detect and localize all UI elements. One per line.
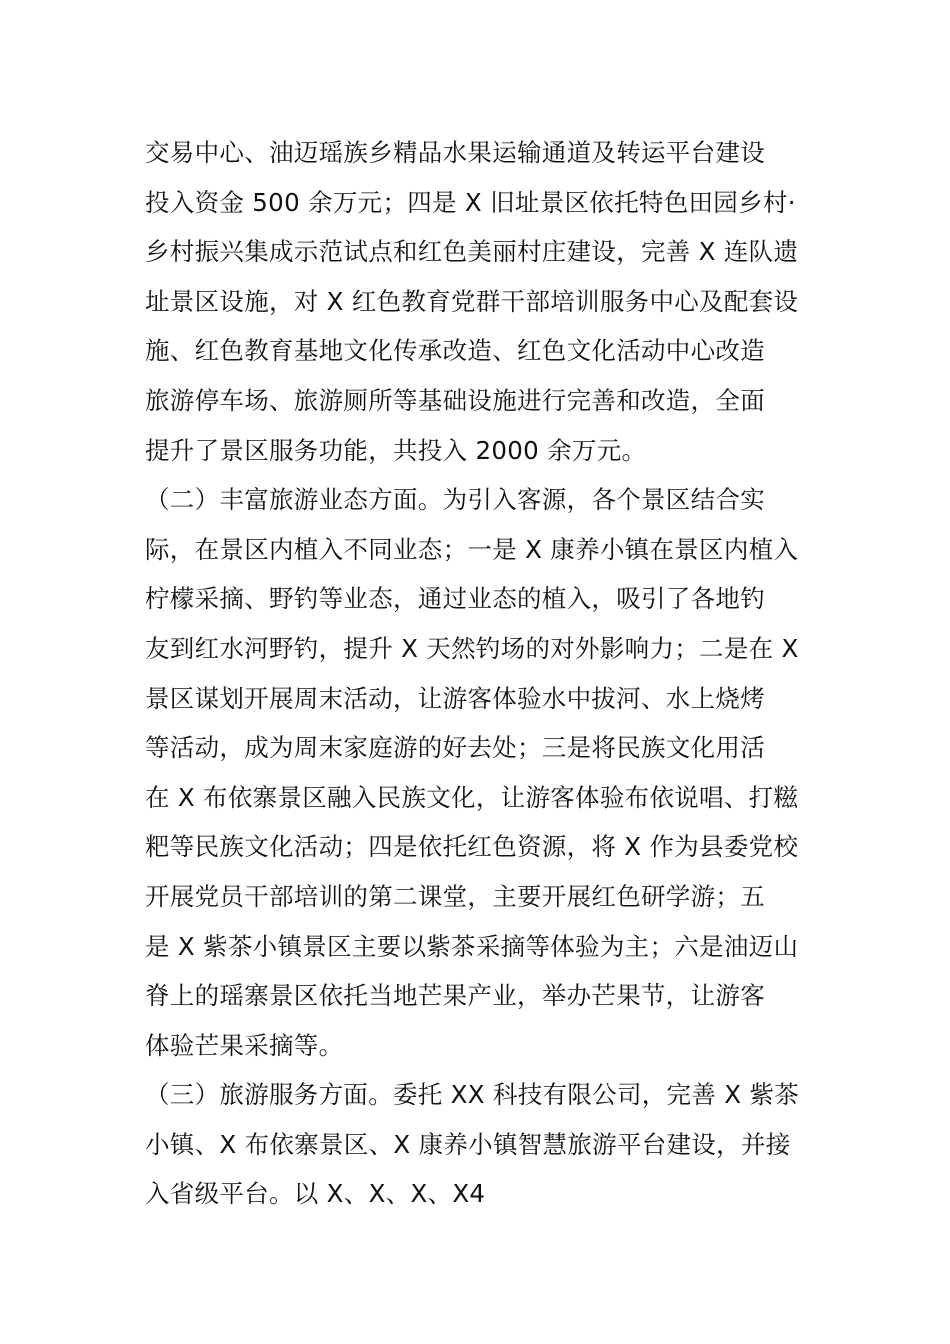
text-line: 入省级平台。以 X、X、X、X4 xyxy=(145,1179,486,1209)
text-line: 开展党员干部培训的第二课堂，主要开展红色研学游；五 xyxy=(145,881,765,911)
text-line: 柠檬采摘、野钓等业态，通过业态的植入，吸引了各地钓 xyxy=(145,584,765,614)
text-line: 脊上的瑶寨景区依托当地芒果产业，举办芒果节，让游客 xyxy=(145,981,765,1011)
section-heading-line: （二）丰富旅游业态方面。为引入客源，各个景区结合实 xyxy=(145,485,765,515)
text-line: 友到红水河野钓，提升 X 天然钓场的对外影响力；二是在 X xyxy=(145,633,799,663)
text-line: 投入资金 500 余万元；四是 X 旧址景区依托特色田园乡村· xyxy=(145,187,796,217)
text-line: 址景区设施，对 X 红色教育党群干部培训服务中心及配套设 xyxy=(145,286,799,316)
text-line: 等活动，成为周末家庭游的好去处；三是将民族文化用活 xyxy=(145,733,765,763)
text-line: 在 X 布依寨景区融入民族文化，让游客体验布依说唱、打糍 xyxy=(145,782,799,812)
text-line: 施、红色教育基地文化传承改造、红色文化活动中心改造 xyxy=(145,336,765,366)
text-line: 体验芒果采摘等。 xyxy=(145,1030,344,1060)
text-line: 小镇、X 布依寨景区、X 康养小镇智慧旅游平台建设，并接 xyxy=(145,1129,791,1159)
section-heading-line: （三）旅游服务方面。委托 XX 科技有限公司，完善 X 紫茶 xyxy=(145,1080,800,1110)
text-line: 粑等民族文化活动；四是依托红色资源，将 X 作为县委党校 xyxy=(145,832,799,862)
text-line: 是 X 紫茶小镇景区主要以紫茶采摘等体验为主；六是油迈山 xyxy=(145,931,799,961)
body-text xyxy=(145,128,815,1219)
text-line: 提升了景区服务功能，共投入 2000 余万元。 xyxy=(145,435,647,465)
text-line: 景区谋划开展周末活动，让游客体验水中拔河、水上烧烤 xyxy=(145,683,765,713)
text-line: 际，在景区内植入不同业态；一是 X 康养小镇在景区内植入 xyxy=(145,534,799,564)
text-line: 乡村振兴集成示范试点和红色美丽村庄建设，完善 X 连队遗 xyxy=(145,237,799,267)
text-line: 旅游停车场、旅游厕所等基础设施进行完善和改造，全面 xyxy=(145,385,765,415)
text-line: 交易中心、油迈瑶族乡精品水果运输通道及转运平台建设 xyxy=(145,138,765,167)
